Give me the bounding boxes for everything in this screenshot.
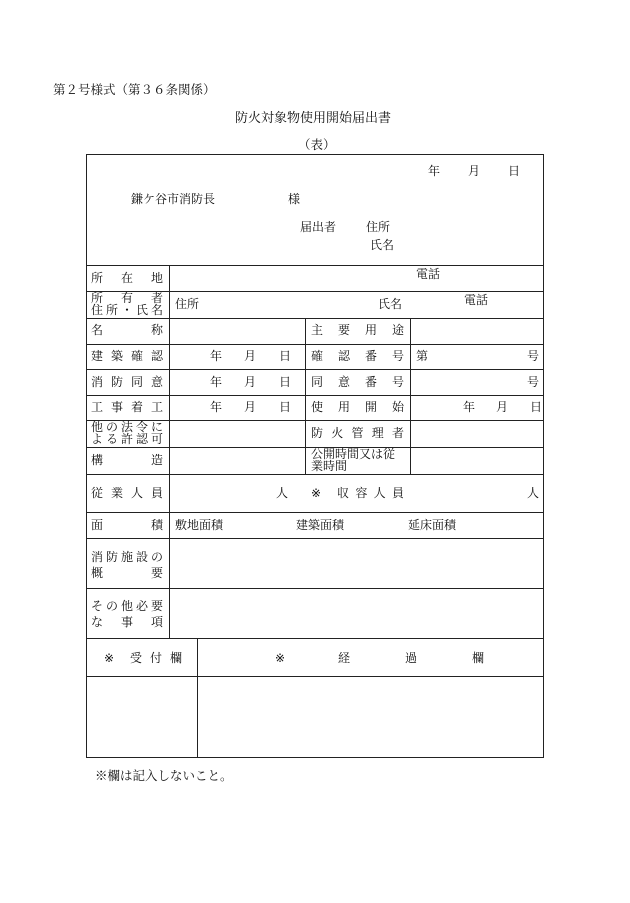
owner-label-line2: 住所・氏名 [91,303,163,317]
construction-start-year: 年 [210,400,223,414]
name-label: 名称 [91,323,163,337]
owner-phone-label: 電話 [464,293,489,307]
site-area-label: 敷地面積 [175,518,224,532]
other-laws-label-line1: 他の法令に [91,420,163,434]
row-divider [86,369,544,370]
row-divider [86,676,544,677]
location-label: 所在地 [91,271,163,285]
location-phone-label: 電話 [416,267,441,281]
applicant-address-label: 住所 [366,220,391,234]
building-confirm-month: 月 [244,349,257,363]
addressee: 鎌ケ谷市消防長 [131,192,216,206]
other-label-line1: その他必要 [91,599,163,613]
staff-label: 従業人員 [91,486,163,500]
row-divider [86,474,544,475]
row-divider [86,538,544,539]
opening-hours-label-line1: 公開時間又は従 [311,447,396,461]
building-confirm-day: 日 [279,349,292,363]
label-column-divider [169,265,170,638]
capacity-label: 収容人員 [337,486,404,500]
progress-mark: ※ [275,651,286,665]
date-month-label: 月 [468,164,481,178]
row-divider [86,512,544,513]
row-divider [86,588,544,589]
capacity-unit: 人 [527,486,540,500]
building-confirm-year: 年 [210,349,223,363]
facilities-label-line1: 消防施設の [91,550,163,564]
main-use-label: 主要用途 [311,323,404,337]
structure-label: 構造 [91,453,163,467]
fire-consent-label: 消防同意 [91,375,163,389]
building-area-label: 建築面積 [296,518,345,532]
fire-consent-month: 月 [244,375,257,389]
consent-number-label: 同意番号 [311,375,404,389]
use-start-year: 年 [463,400,476,414]
reception-label: 受付欄 [130,651,182,665]
date-year-label: 年 [428,164,441,178]
applicant-label: 届出者 [300,220,337,234]
document-title: 防火対象物使用開始届出書 [235,111,392,126]
row-divider [86,638,544,639]
owner-name-label: 氏名 [378,297,403,311]
bottom-column-divider [197,638,198,758]
other-label-line2: な事項 [91,615,163,629]
use-start-month: 月 [496,400,509,414]
row-divider [86,265,544,266]
owner-address-label: 住所 [175,297,200,311]
reception-mark: ※ [104,651,115,665]
progress-label: 経過欄 [338,651,484,665]
capacity-mark: ※ [311,486,322,500]
use-start-label: 使用開始 [311,400,404,414]
floor-area-label: 延床面積 [408,518,457,532]
staff-unit: 人 [276,486,289,500]
construction-start-label: 工事着工 [91,400,163,414]
applicant-name-label: 氏名 [370,238,395,252]
fire-consent-day: 日 [279,375,292,389]
other-laws-label-line2: よる許認可 [91,432,163,446]
form-number: 第２号様式（第３６条関係） [53,82,216,97]
construction-start-day: 日 [279,400,292,414]
fire-consent-year: 年 [210,375,223,389]
side-label: （表） [298,137,336,152]
row-divider [86,395,544,396]
row-divider [86,318,544,319]
facilities-label-line2: 概要 [91,566,163,580]
construction-start-month: 月 [244,400,257,414]
row-divider [86,344,544,345]
date-day-label: 日 [508,164,521,178]
confirm-number-label: 確認番号 [311,349,404,363]
confirm-number-prefix: 第 [416,349,429,363]
use-start-day: 日 [530,400,543,414]
value-column-divider [410,318,411,474]
area-label: 面積 [91,518,163,532]
opening-hours-label-line2: 業時間 [311,459,348,473]
confirm-number-suffix: 号 [527,349,540,363]
owner-label-line1: 所有者 [91,291,163,305]
honorific: 様 [288,192,301,206]
middle-column-divider [305,318,306,474]
fire-manager-label: 防火管理者 [311,426,404,440]
building-confirm-label: 建築確認 [91,349,163,363]
footnote: ※欄は記入しないこと。 [95,768,233,783]
consent-number-suffix: 号 [527,375,540,389]
